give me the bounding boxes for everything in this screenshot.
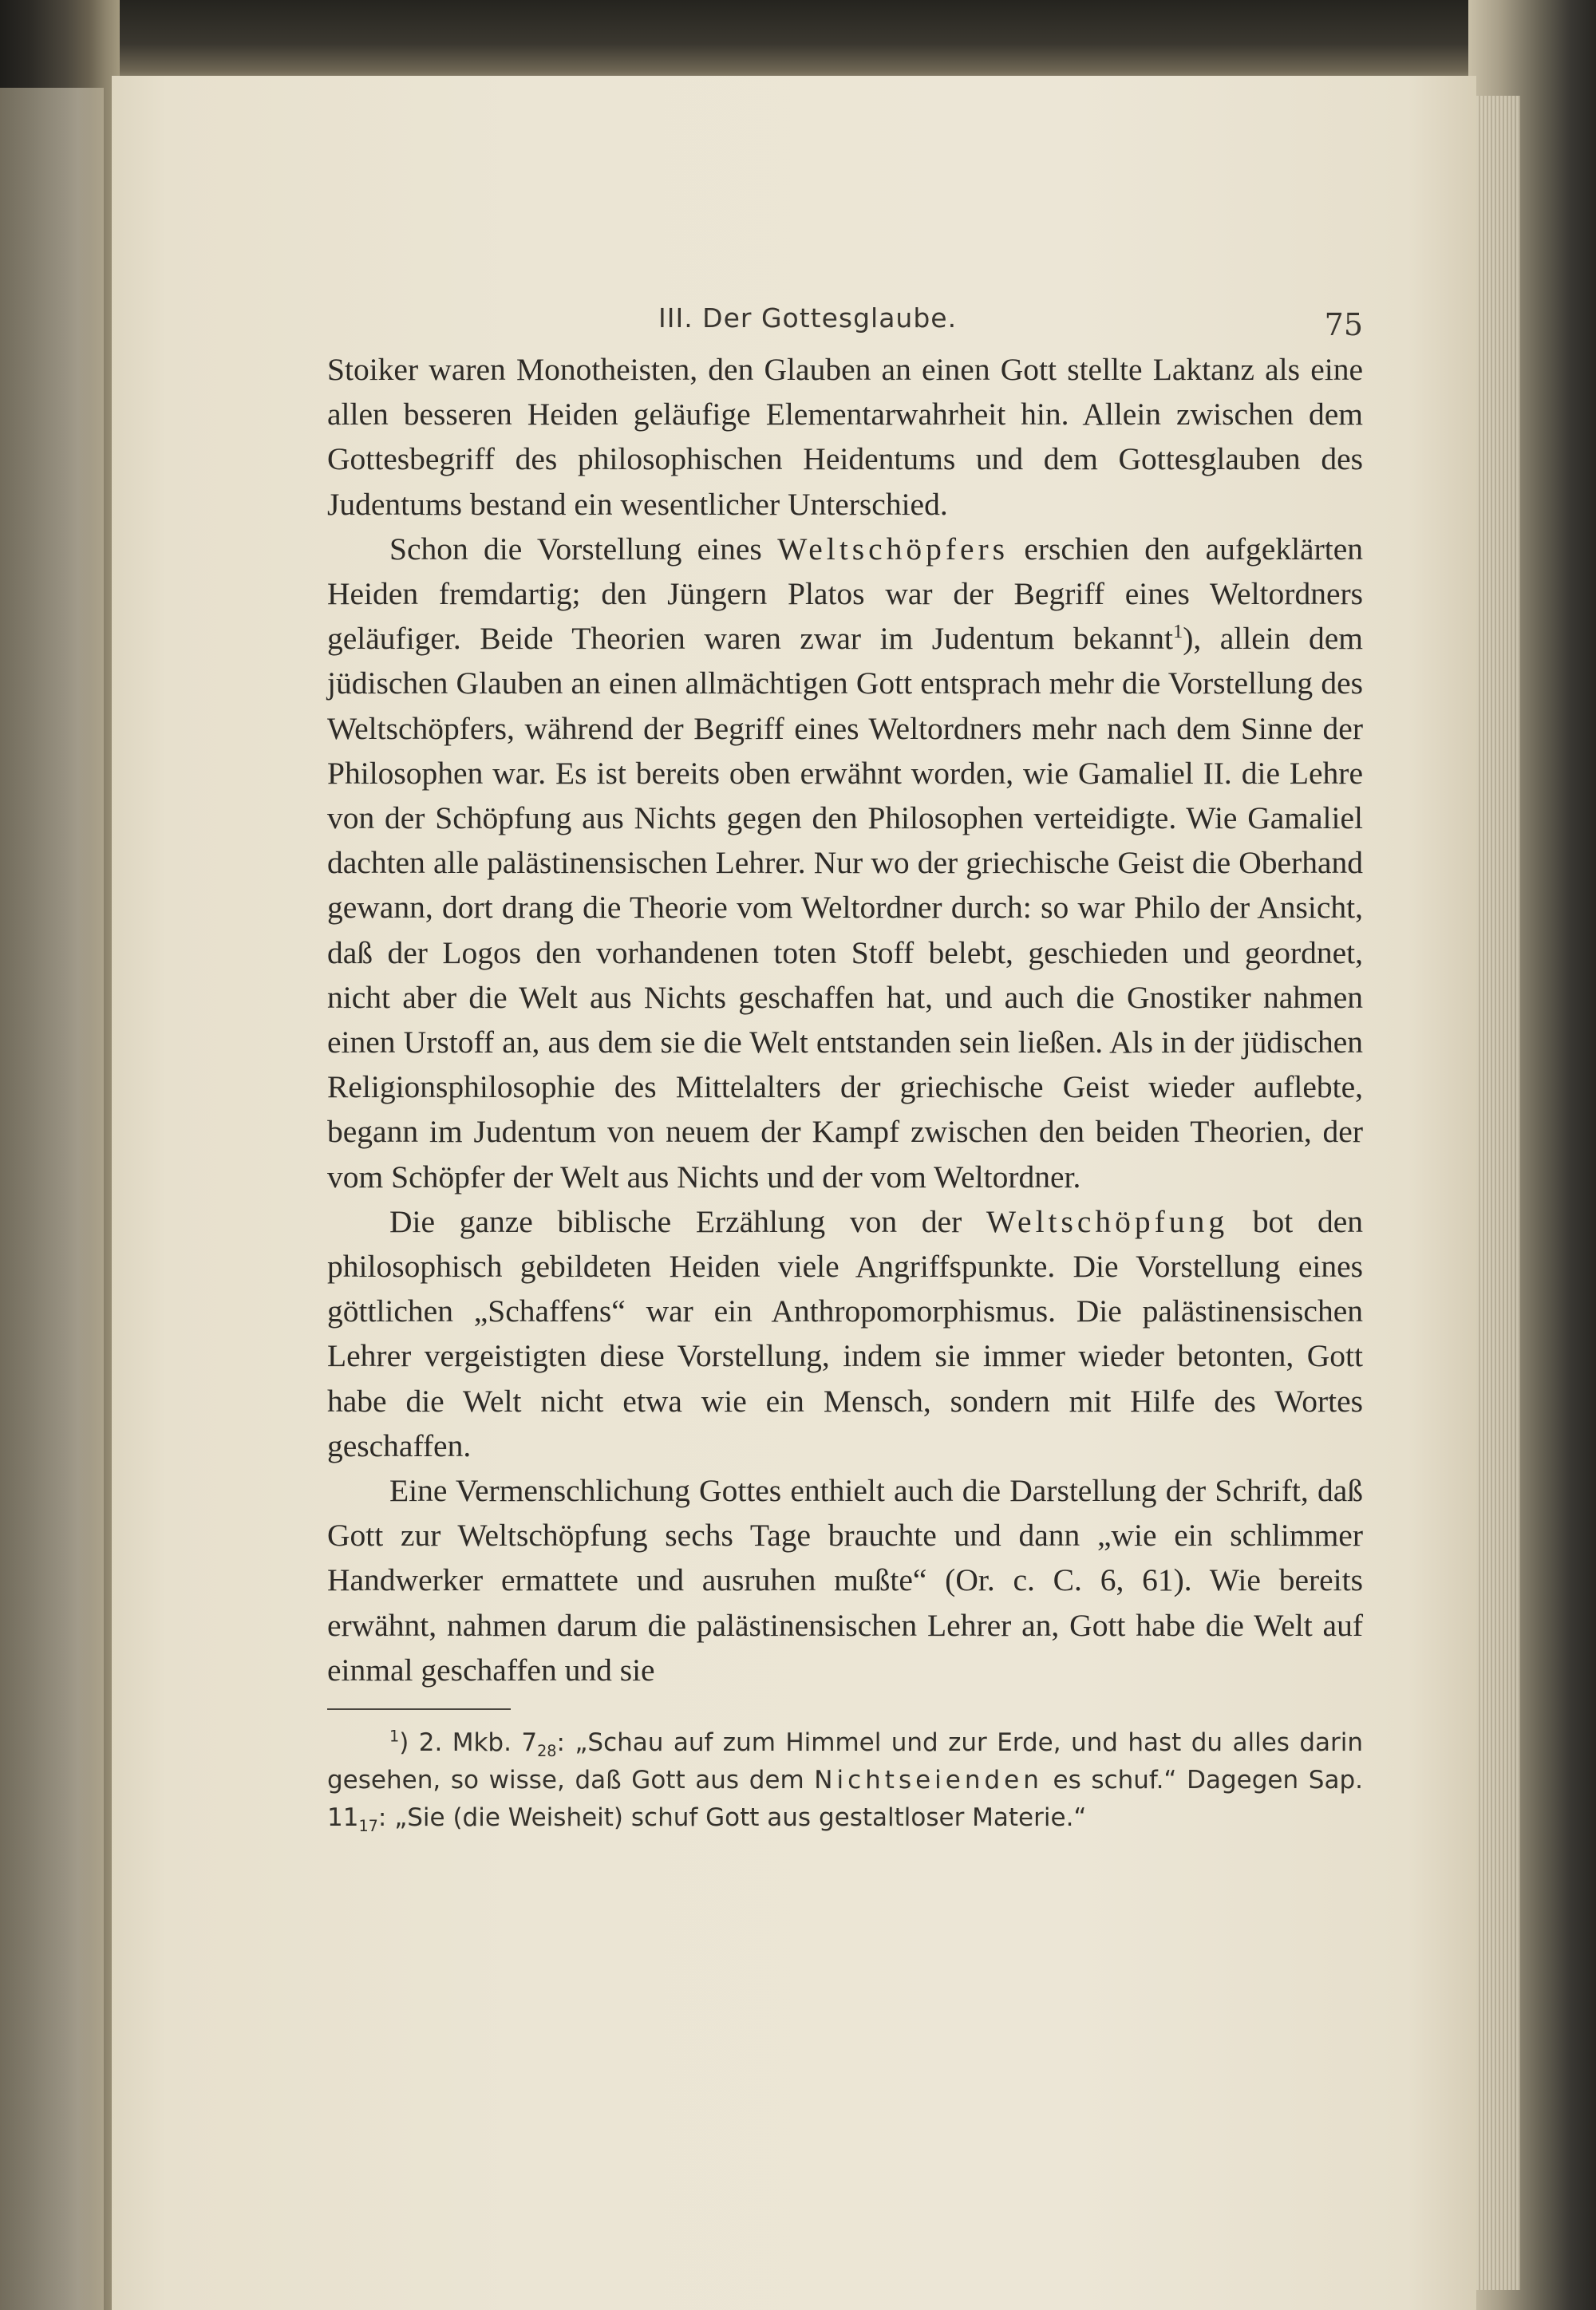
emphasis-nichtseienden: Nichtseienden: [814, 1766, 1043, 1795]
footnote-divider: [327, 1708, 511, 1710]
paragraph-1: [327, 347, 1363, 527]
paragraph-4: [327, 1468, 1363, 1692]
footnote-marker: 1: [389, 1727, 400, 1746]
footnote-text-d: : „Sie (die Weisheit) schuf Gott aus gestaltloser Materie.“: [377, 1803, 1087, 1833]
emphasis-weltschoepfer: Weltschöpfers: [777, 531, 1009, 567]
emphasis-weltschoepfung: Weltschöpfung: [986, 1203, 1229, 1239]
running-head: [327, 291, 1363, 347]
chapter-title: III. Der Gottesglaube.: [658, 302, 958, 334]
footnote: [327, 1724, 1363, 1837]
footnote-verse-1: 28: [537, 1742, 557, 1761]
book-page: [112, 76, 1476, 2310]
paragraph-3-text-a: Die ganze biblische Erzählung von der: [389, 1203, 986, 1239]
scan-top-edge: [112, 0, 1484, 88]
page-number: 75: [1324, 307, 1363, 342]
text-block: [327, 291, 1363, 1837]
paragraph-4-text: Eine Vermenschlichung Gottes enthielt auch die Darstellung der Schrift, daß Gott zur Weltschöpfung sechs Tage brauchte und dann „wie ein schlimmer Handwerker ermattete und ausruhen mußte“ (Or. c. C. 6, 61). Wie bereits erwähnt, nahmen darum die palästinensischen Lehrer an, Gott habe die Welt auf einmal geschaffen und sie: [327, 1473, 1363, 1688]
footnote-text-b: : „Schau auf zum Himmel und zur Erde, und hast du alles darin gesehen, so wisse, daß Gott aus dem: [327, 1728, 1363, 1795]
page-stack-edge: [1472, 96, 1520, 2290]
footnote-text-a: ) 2. Mkb. 7: [399, 1728, 538, 1758]
paragraph-1-text: Stoiker waren Monotheisten, den Glauben an einen Gott stellte Laktanz als eine allen besseren Heiden geläufige Elementarwahrheit hin. Allein zwischen dem Gottesbegriff des philosophischen Heidentums und dem Gottesglauben des Judentums bestand ein wesentlicher Unterschied.: [327, 352, 1363, 522]
paragraph-2-text-c: ), allein dem jüdischen Glauben an einen allmächtigen Gott entsprach mehr die Vorstellung des Weltschöpfers, während der Begriff eines Weltordners mehr nach dem Sinne der Philosophen war. Es ist bereits oben erwähnt worden, wie Gamaliel II. die Lehre von der Schöpfung aus Nichts gegen den Philosophen verteidigte. Wie Gamaliel dachten alle palästinensischen Lehrer. Nur wo der griechische Geist die Oberhand gewann, dort drang die Theorie vom Weltordner durch: so war Philo der Ansicht, daß der Logos den vorhandenen toten Stoff belebt, geschieden und geordnet, nicht aber die Welt aus Nichts geschaffen hat, und auch die Gnostiker nahmen einen Urstoff an, aus dem sie die Welt entstanden sein ließen. Als in der jüdischen Religionsphilosophie des Mittelalters der griechische Geist wieder auflebte, begann im Judentum von neuem der Kampf zwischen den beiden Theorien, der vom Schöpfer der Welt aus Nichts und der vom Weltordner.: [327, 621, 1363, 1194]
footnote-verse-2: 17: [358, 1817, 378, 1836]
paragraph-2-text-a: Schon die Vorstellung eines: [389, 531, 778, 567]
footnote-1: [327, 1724, 1363, 1837]
facing-page-edge: [0, 88, 104, 2310]
paragraph-3: [327, 1199, 1363, 1468]
body-text: [327, 347, 1363, 1692]
footnote-text-c: es schuf.“ Dagegen Sap. 11: [327, 1766, 1364, 1833]
paragraph-3-text-b: bot den philosophisch gebildeten Heiden viele Angriffspunkte. Die Vorstellung eines göttlichen „Schaffens“ war ein Anthropomorphismus. Die palästinensischen Lehrer vergeistigten diese Vorstellung, indem sie immer wieder betonten, Gott habe die Welt nicht etwa wie ein Mensch, sondern mit Hilfe des Wortes geschaffen.: [327, 1203, 1363, 1463]
footnote-reference: 1: [1172, 621, 1183, 643]
paragraph-2: [327, 527, 1363, 1199]
paragraph-2-text-b: erschien den aufgeklärten Heiden fremdartig; den Jüngern Platos war der Begriff eines Weltordners geläufiger. Beide Theorien waren zwar im Judentum bekannt: [327, 531, 1363, 657]
